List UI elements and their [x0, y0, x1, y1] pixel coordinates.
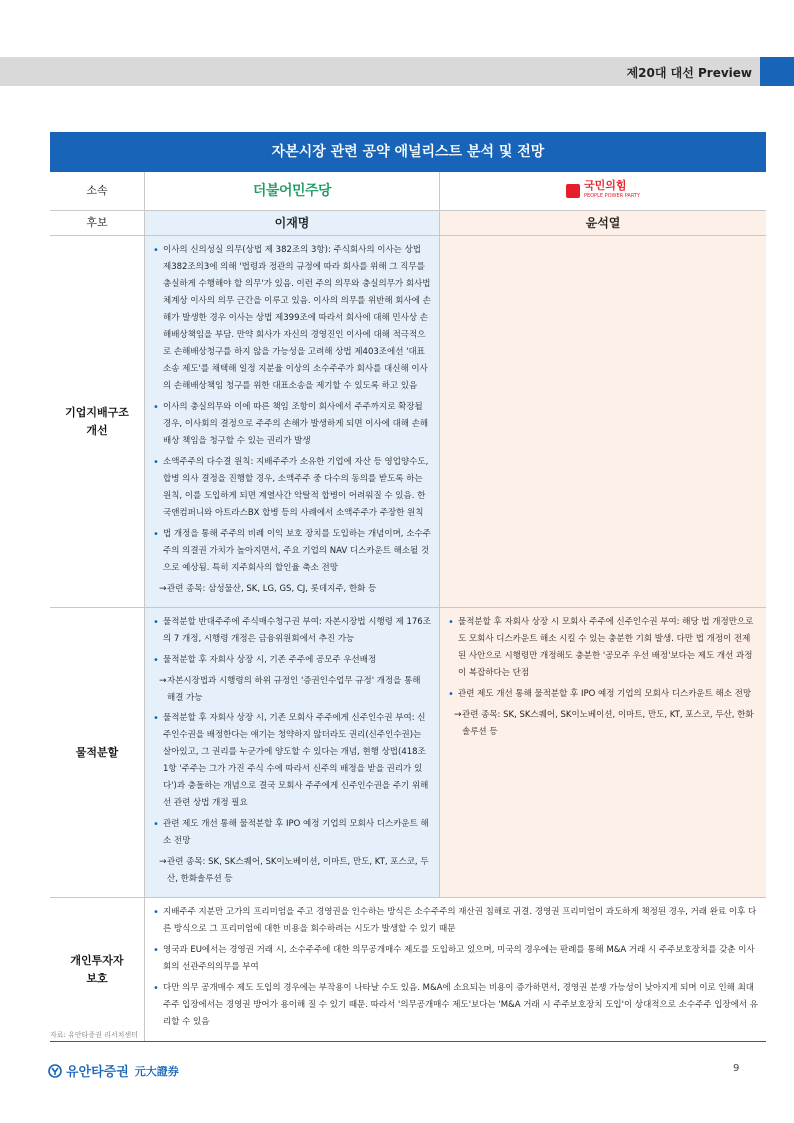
- list-item: • 관련 제도 개선 통해 물적분할 후 IPO 예정 기업의 모회사 디스카운트 해소 전망: [153, 816, 431, 850]
- list-item: • 물적분할 후 자회사 상장 시, 기존 모회사 주주에게 신주인수권 부여: 신주인수권을 배정한다는 얘기는 청약하지 않더라도 권리(신주인수권)는 살아있고, 그 권리를 누군가에 양도할 수 있다는 개념, 현행 상법(418조 1항 '주주는 그가 가진 주식 수에 따라서 신주의 배정을 받을 권리가 있다')과 충돌하는 개념으로 결국 모회사 주주에게 신주인수권을 주기 위해선 관련 상법 개정 필요: [153, 710, 431, 812]
- related-stocks: → 관련 종목: 삼성물산, SK, LG, GS, CJ, 롯데지주, 한화 등: [153, 581, 431, 598]
- related-stocks: → 관련 종목: SK, SK스퀘어, SK이노베이션, 이마트, 만도, KT, 포스코, 두산, 한화솔루션 등: [448, 707, 758, 741]
- policy-table: [50, 132, 766, 1042]
- table-bottom-rule: [50, 1041, 766, 1042]
- list-item: • 영국과 EU에서는 경영권 거래 시, 소수주주에 대한 의무공개매수 제도를 도입하고 있으며, 미국의 경우에는 판례를 통해 M&A 거래 시 주주보호장치를 갖춘 이사회의 선관주의의무를 부여: [153, 942, 758, 976]
- list-item: • 지배주주 지분만 고가의 프리미엄을 주고 경영권을 인수하는 방식은 소수주주의 재산권 침해로 귀결. 경영권 프리미엄이 과도하게 책정된 경우, 거래 완료 이후 다른 방식으로 그 프리미엄에 대한 비용을 회수하려는 시도가 발생할 수 있기 때문: [153, 904, 758, 938]
- governance-row: [50, 235, 766, 607]
- table-title: 자본시장 관련 공약 애널리스트 분석 및 전망: [50, 132, 766, 172]
- list-item: • 물적분할 후 자회사 상장 시, 기존 주주에 공모주 우선배정: [153, 652, 431, 669]
- candidate-row: [50, 210, 766, 235]
- investor-cell: [144, 898, 766, 1041]
- party-left-cell: [144, 172, 440, 210]
- logo-text: 유안타증권: [66, 1065, 129, 1080]
- source-note: 자료: 유안타증권 리서치센터: [50, 1031, 138, 1039]
- yuanta-logo-icon: [48, 1064, 62, 1078]
- party-row: [50, 172, 766, 210]
- list-item: • 다만 의무 공개매수 제도 도입의 경우에는 부작용이 나타날 수도 있음. M&A에 소요되는 비용이 증가하면서, 경영권 분쟁 가능성이 낮아지게 되며 이로 인해 최대주주 입장에서는 경영권 방어가 용이해 질 수 있기 때문. 따라서 '의무공개매수 제도'보다는 'M&A 거래 시 주주보호장치 도입'이 상대적으로 소수주주 입장에서 유리할 수 있음: [153, 980, 758, 1031]
- split-right-cell: [440, 608, 766, 897]
- header-accent-block: [760, 57, 794, 86]
- party-emblem-icon: [566, 184, 580, 198]
- party-label: 소속: [86, 184, 108, 197]
- governance-right-cell: [440, 236, 766, 607]
- list-item: • 이사의 충실의무와 이에 따른 책임 조항이 회사에서 주주까지로 확장될 경우, 이사회의 결정으로 주주의 손해가 발생하게 되면 이사에 대해 손해 배상 책임을 청구할 수 있는 권리가 발생: [153, 399, 431, 450]
- candidate-label: 후보: [86, 216, 108, 229]
- governance-left-cell: [144, 236, 440, 607]
- investor-row: [50, 897, 766, 1041]
- list-item: • 관련 제도 개선 통해 물적분할 후 IPO 예정 기업의 모회사 디스카운트 해소 전망: [448, 686, 758, 703]
- candidate-right: 윤석열: [440, 211, 766, 235]
- sub-item: → 자본시장법과 시행령의 하위 규정인 '증권인수업무 규정' 개정을 통해 해결 가능: [153, 673, 431, 707]
- list-item: • 법 개정을 통해 주주의 비례 이익 보호 장치를 도입하는 개념이며, 소수주주의 의결권 가치가 높아지면서, 주요 기업의 NAV 디스카운트 해소될 것으로 예상됨. 특히 지주회사의 할인율 축소 전망: [153, 526, 431, 577]
- party-right-cell: [440, 172, 766, 210]
- list-item: • 소액주주의 다수결 원칙: 지배주주가 소유한 기업에 자산 등 영업양수도, 합병 의사 결정을 진행할 경우, 소액주주 중 다수의 동의를 받도록 하는 원칙, 이를 도입하게 되면 계열사간 악탈적 합병이 어려워질 수 있음. 한국앤컴퍼니와 아트라스BX 합병 등의 사례에서 소액주주가 주장한 원칙: [153, 454, 431, 522]
- split-left-cell: [144, 608, 440, 897]
- list-item: • 물적분할 반대주주에 주식매수청구권 부여: 자본시장법 시행령 제 176조의 7 개정, 시행령 개정은 금융위원회에서 추진 가능: [153, 614, 431, 648]
- split-row: [50, 607, 766, 897]
- split-label: 물적분할: [75, 745, 119, 759]
- candidate-left: 이재명: [144, 211, 440, 235]
- list-item: • 이사의 신의성실 의무(상법 제 382조의 3항): 주식회사의 이사는 상법 제382조의3에 의해 '법령과 정관의 규정에 따라 회사를 위해 그 직무를 충실하게 수행해야 할 의무'가 있음. 이런 주의 의무와 충실의무가 회사법 체계상 이사의 의무 근간을 이루고 있음. 이사의 의무를 위반해 회사에 손해가 발생한 경우 이사는 상법 제399조에 따라서 회사에 대해 민사상 손해배상책임을 부담. 만약 회사가 자신의 경영진인 이사에 대해 적극적으로 손해배상청구를 하지 않을 가능성을 고려해 상법 제403조에선 '대표소송 제도'를 채택해 일정 지분율 이상의 소수주주가 회사를 대신해 이사의 손해배상책임 청구를 위한 대표소송을 제기할 수 있도록 하고 있음: [153, 242, 431, 395]
- header-title: 제20대 대선 Preview: [626, 66, 752, 80]
- logo-cjk-text: 元大證券: [134, 1064, 179, 1078]
- democratic-party-logo: 더불어민주당: [252, 182, 332, 199]
- party-right-sub: PEOPLE POWER PARTY: [583, 193, 641, 199]
- people-power-party-logo: [566, 181, 640, 201]
- page-number: 9: [733, 1063, 740, 1074]
- governance-label: 기업지배구조 개선: [65, 405, 129, 437]
- party-right-name: 국민의힘: [583, 179, 627, 192]
- list-item: • 물적분할 후 자회사 상장 시 모회사 주주에 신주인수권 부여: 해당 법 개정만으로도 모회사 디스카운트 해소 시킬 수 있는 충분한 기회 발생. 다만 법 개정이 전제된 사안으로 시행령만 개정해도 충분한 '공모주 우선 배정'보다는 제도 개선 과정이 복잡하다는 단점: [448, 614, 758, 682]
- company-logo: [48, 1061, 179, 1080]
- related-stocks: → 관련 종목: SK, SK스퀘어, SK이노베이션, 이마트, 만도, KT, 포스코, 두산, 한화솔루션 등: [153, 854, 431, 888]
- investor-label: 개인투자자 보호: [70, 953, 124, 985]
